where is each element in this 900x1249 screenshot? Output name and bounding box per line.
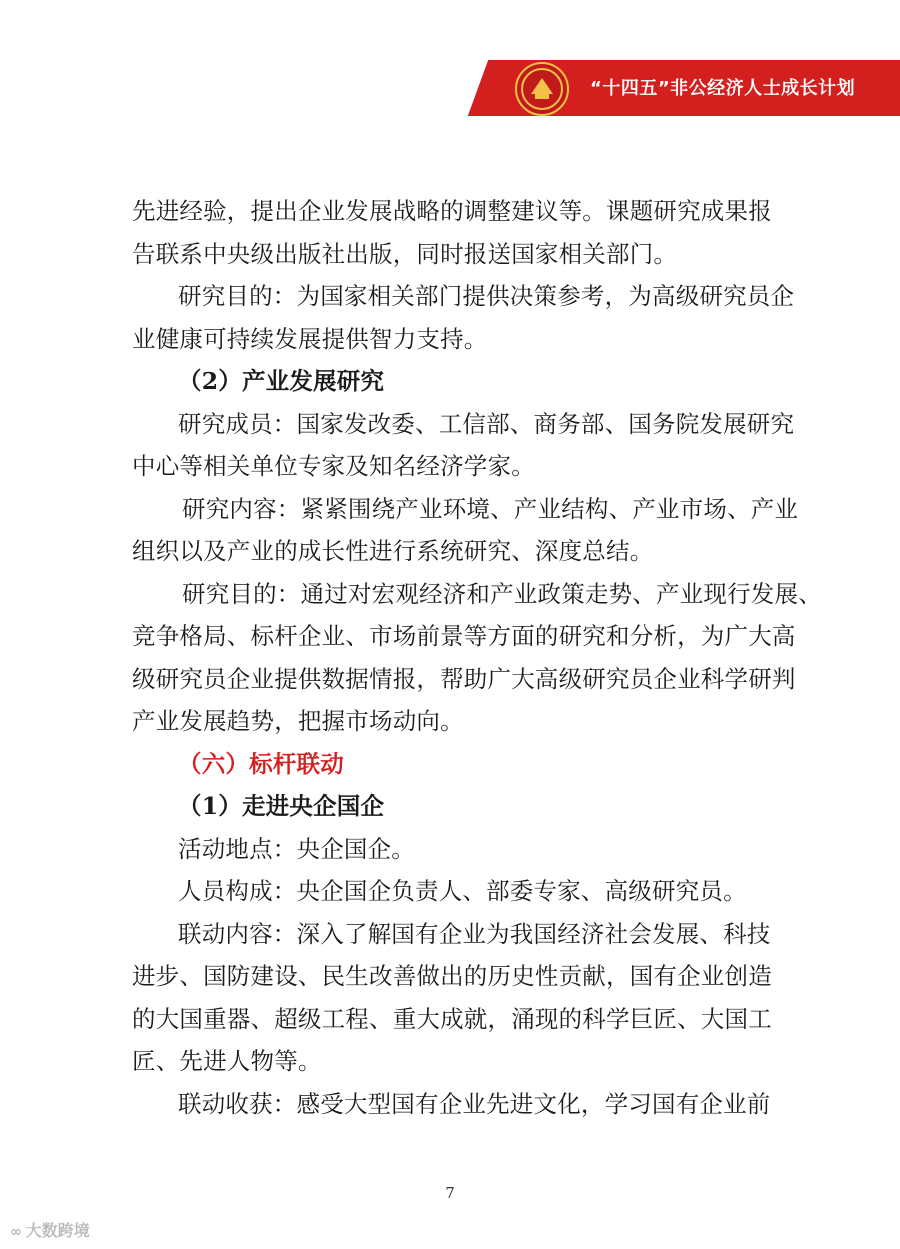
paragraph-line: 联动内容：深入了解国有企业为我国经济社会发展、科技: [178, 919, 771, 948]
paragraph-line: 活动地点：央企国企。: [178, 834, 415, 863]
paragraph-line: 组织以及产业的成长性进行系统研究、深度总结。: [132, 537, 654, 565]
paragraph-line: 告联系中央级出版社出版，同时报送国家相关部门。: [132, 239, 678, 268]
paragraph-line: 产业发展趋势，把握市场动向。: [132, 707, 464, 735]
watermark-text: 大数跨境: [25, 1221, 90, 1240]
paragraph-line: 先进经验，提出企业发展战略的调整建议等。课题研究成果报: [132, 197, 772, 225]
page-number: 7: [445, 1184, 455, 1202]
paragraph-line: 级研究员企业提供数据情报，帮助广大高级研究员企业科学研判: [132, 664, 796, 693]
paragraph-line: 研究内容：紧紧围绕产业环境、产业结构、产业市场、产业: [182, 494, 799, 523]
paragraph-line: 进步、国防建设、民生改善做出的历史性贡献，国有企业创造: [132, 962, 772, 990]
subsection-heading: （1）走进央企国企: [178, 792, 385, 820]
paragraph-line: 研究成员：国家发改委、工信部、商务部、国务院发展研究: [178, 409, 795, 438]
paragraph-line: 匠、先进人物等。: [132, 1047, 322, 1075]
emblem-seal-icon: [515, 62, 569, 116]
brand-logo-icon: ∞: [10, 1224, 22, 1240]
document-body: [132, 190, 822, 1125]
watermark: [10, 1218, 90, 1241]
paragraph-line: 中心等相关单位专家及知名经济学家。: [132, 452, 535, 480]
paragraph-line: 的大国重器、超级工程、重大成就，涌现的科学巨匠、大国工: [132, 1004, 772, 1033]
subsection-heading: （2）产业发展研究: [178, 367, 385, 395]
paragraph-line: 研究目的：通过对宏观经济和产业政策走势、产业现行发展、: [182, 579, 822, 608]
paragraph-line: 人员构成：央企国企负责人、部委专家、高级研究员。: [178, 877, 747, 905]
section-heading: （六）标杆联动: [178, 749, 344, 778]
paragraph-line: 联动收获：感受大型国有企业先进文化，学习国有企业前: [178, 1089, 771, 1118]
paragraph-line: 竞争格局、标杆企业、市场前景等方面的研究和分析，为广大高: [132, 622, 796, 650]
paragraph-line: 业健康可持续发展提供智力支持。: [132, 324, 488, 353]
header-title: “十四五”非公经济人士成长计划: [590, 78, 856, 99]
paragraph-line: 研究目的：为国家相关部门提供决策参考，为高级研究员企: [178, 282, 795, 310]
